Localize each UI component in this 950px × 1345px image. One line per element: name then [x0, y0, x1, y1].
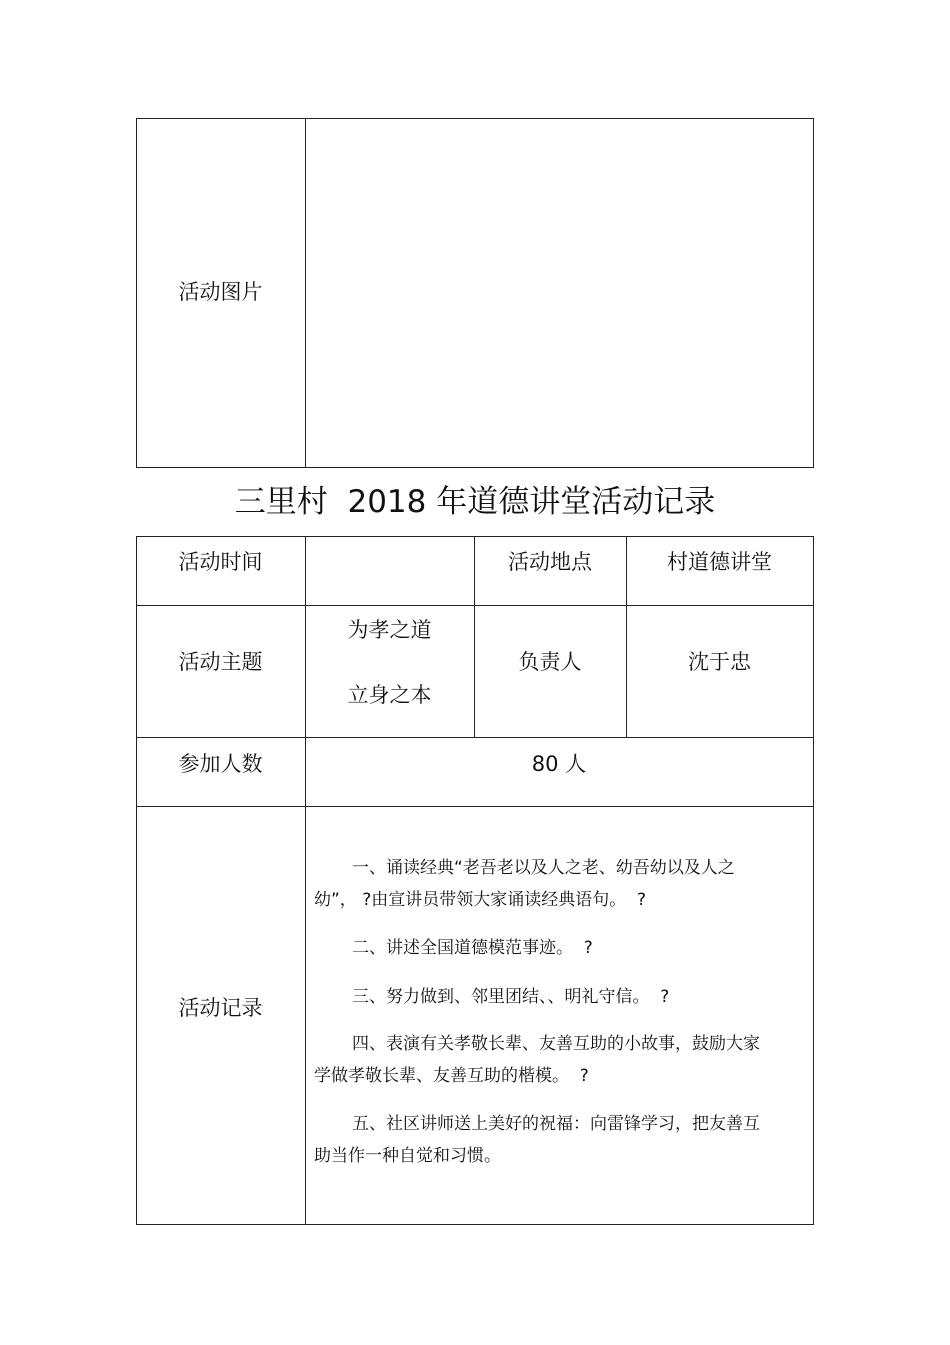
- count-label: 参加人数: [178, 751, 263, 776]
- record-item-3: 三、努力做到、邻里团结、、明礼守信。 ?: [352, 987, 670, 1007]
- record-label: 活动记录: [178, 995, 263, 1020]
- theme-line-1: 为孝之道: [347, 617, 432, 642]
- table-border: [136, 806, 814, 807]
- theme-line-2: 立身之本: [347, 682, 432, 707]
- place-value: 村道德讲堂: [667, 549, 772, 574]
- photo-label: 活动图片: [178, 280, 263, 304]
- time-value: [305, 536, 474, 588]
- time-label: 活动时间: [178, 549, 263, 574]
- owner-label: 负责人: [518, 649, 582, 674]
- place-label: 活动地点: [508, 549, 592, 574]
- table-border: [813, 118, 814, 468]
- count-value: 80 人: [531, 751, 587, 776]
- record-item-2: 二、讲述全国道德模范事迹。 ?: [352, 938, 593, 958]
- page-title: 三里村 2018 年道德讲堂活动记录: [234, 483, 716, 520]
- owner-value: 沈于忠: [688, 649, 751, 674]
- photo-area: [306, 119, 813, 467]
- record-item-1: 一、诵读经典“老吾老以及人之老、幼吾幼以及人之幼”， ?由宣讲员带领大家诵读经典语句。 ?: [314, 858, 735, 910]
- table-border: [813, 536, 814, 1225]
- table-border: [136, 467, 814, 468]
- record-item-5: 五、社区讲师送上美好的祝福：向雷锋学习，把友善互助当作一种自觉和习惯。: [314, 1114, 760, 1166]
- record-item-4: 四、表演有关孝敬长辈、友善互助的小故事，鼓励大家学做孝敬长辈、友善互助的楷模。 ?: [314, 1034, 760, 1086]
- table-border: [136, 605, 814, 606]
- theme-label: 活动主题: [178, 649, 263, 674]
- table-border: [136, 1224, 814, 1225]
